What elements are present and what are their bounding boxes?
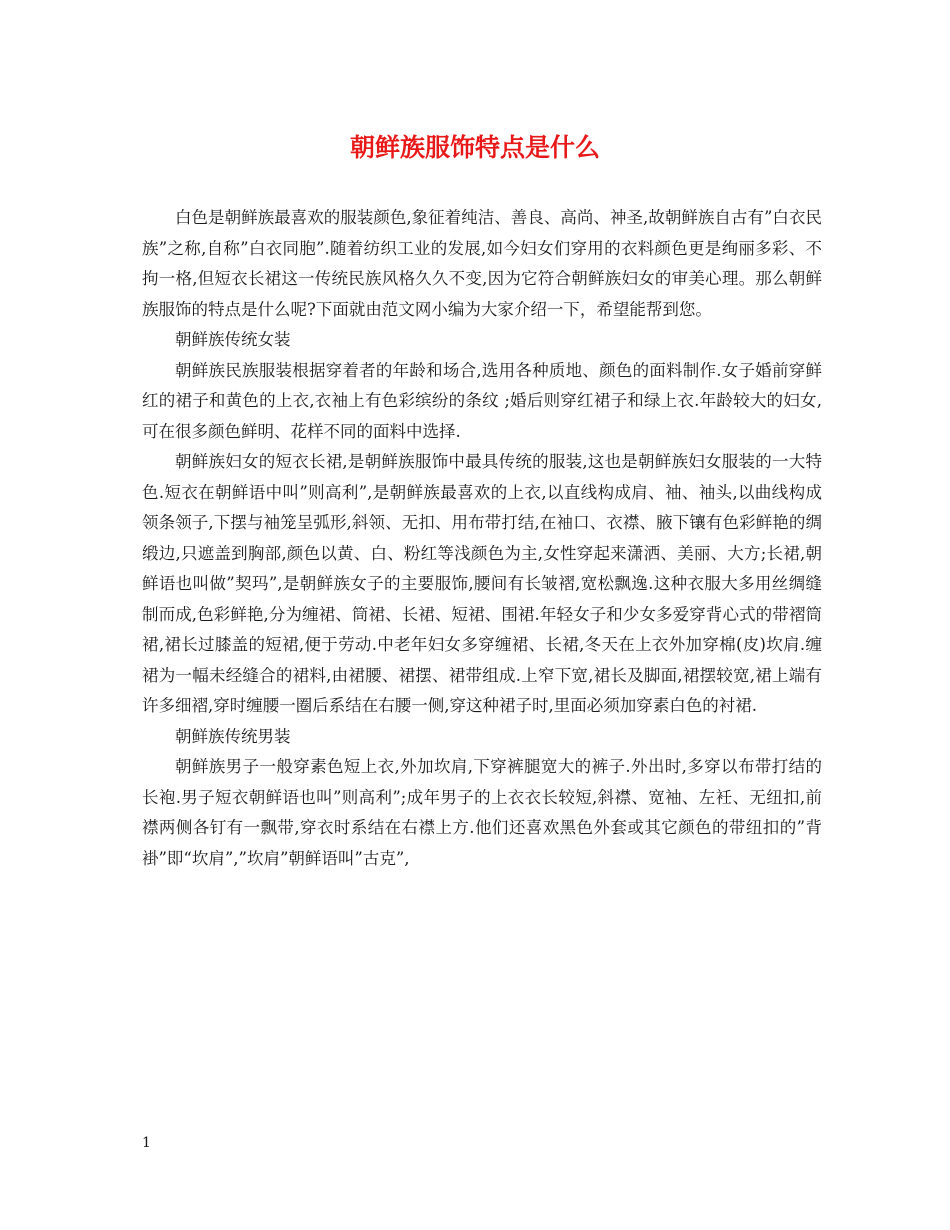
body-paragraph: 朝鲜族妇女的短衣长裙,是朝鲜族服饰中最具传统的服装,这也是朝鲜族妇女服装的一大特色.短衣在朝鲜语中叫”则高利”,是朝鲜族最喜欢的上衣,以直线构成肩、袖、袖头,以曲线构成领条领子,下摆与袖笼呈弧形,斜领、无扣、用布带打结,在袖口、衣襟、腋下镶有色彩鲜艳的绸缎边,只遮盖到胸部,颜色以黄、白、粉红等浅颜色为主,女性穿起来潇洒、美丽、大方;长裙,朝鲜语也叫做”契玛”,是朝鲜族女子的主要服饰,腰间有长皱褶,宽松飘逸.这种衣服大多用丝绸缝制而成,色彩鲜艳,分为缠裙、筒裙、长裙、短裙、围裙.年轻女子和少女多爱穿背心式的带褶筒裙,裙长过膝盖的短裙,便于劳动.中老年妇女多穿缠裙、长裙,冬天在上衣外加穿棉(皮)坎肩.缠裙为一幅未经缝合的裙料,由裙腰、裙摆、裙带组成.上窄下宽,裙长及脚面,裙摆较宽,裙上端有许多细褶,穿时缠腰一圈后系结在右腰一侧,穿这种裙子时,里面必须加穿素白色的衬裙.	[142, 452, 822, 715]
body-paragraph: 朝鲜族男子一般穿素色短上衣,外加坎肩,下穿裤腿宽大的裤子.外出时,多穿以布带打结的长袍.男子短衣朝鲜语也叫”则高利”;成年男子的上衣衣长较短,斜襟、宽袖、左衽、无纽扣,前襟两侧各钉有一飘带,穿衣时系结在右襟上方.他们还喜欢黑色外套或其它颜色的带纽扣的”背褂”即“坎肩”,”坎肩”朝鲜语叫”古克”,	[142, 757, 822, 868]
body-paragraph: 朝鲜族民族服装根据穿着者的年龄和场合,选用各种质地、颜色的面料制作.女子婚前穿鲜红的裙子和黄色的上衣,衣袖上有色彩缤纷的条纹 ;婚后则穿红裙子和绿上衣.年龄较大的妇女,可在很多颜色鲜明、花样不同的面料中选择.	[142, 360, 822, 441]
document-body	[142, 203, 822, 874]
intro-paragraph: 白色是朝鲜族最喜欢的服装颜色,象征着纯洁、善良、高尚、神圣,故朝鲜族自古有”白衣民族”之称,自称”白衣同胞”.随着纺织工业的发展,如今妇女们穿用的衣料颜色更是绚丽多彩、不拘一格,但短衣长裙这一传统民族风格久久不变,因为它符合朝鲜族妇女的审美心理。那么朝鲜族服饰的特点是什么呢?下面就由范文网小编为大家介绍一下，希望能帮到您。	[142, 208, 822, 319]
document-title: 朝鲜族服饰特点是什么	[349, 133, 600, 162]
section-heading-women: 朝鲜族传统女装	[175, 330, 291, 349]
section-heading-men: 朝鲜族传统男装	[175, 726, 291, 746]
page-number: 1	[142, 1135, 151, 1151]
